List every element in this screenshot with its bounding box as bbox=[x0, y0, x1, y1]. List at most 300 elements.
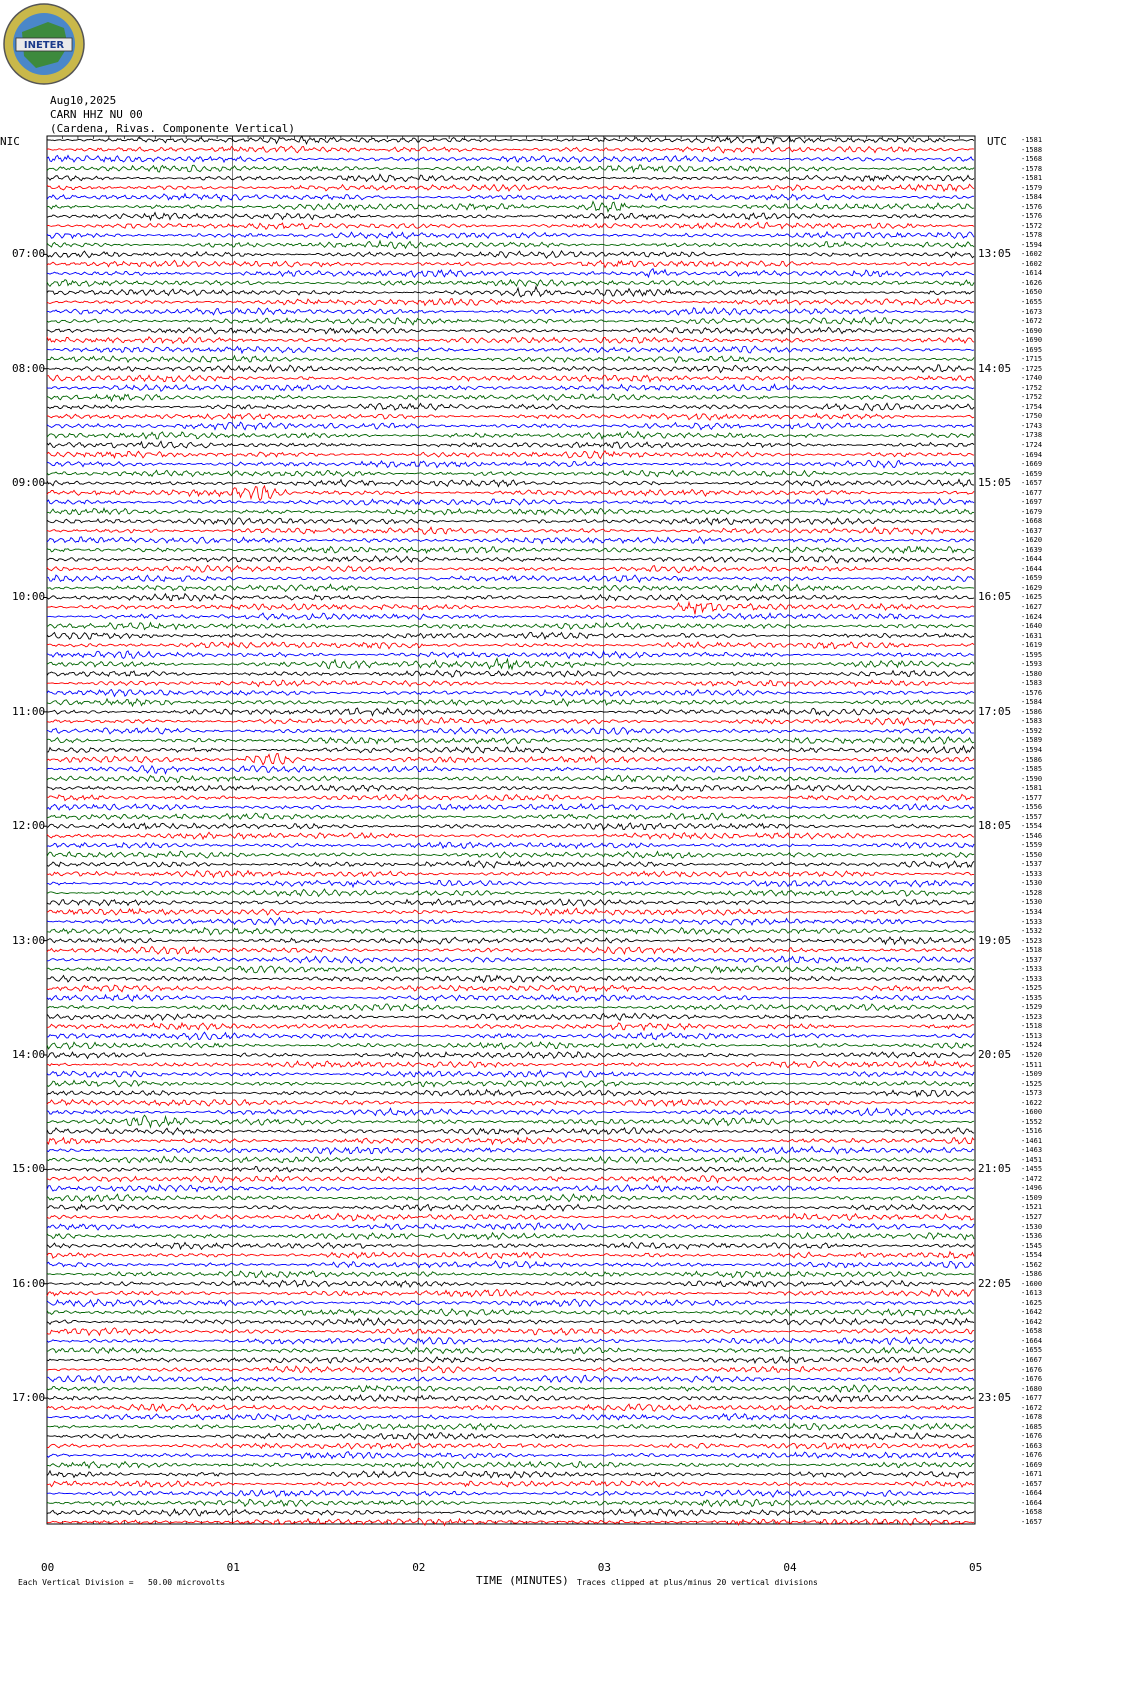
trace-offset-label: -1532 bbox=[1021, 927, 1043, 936]
trace-offset-label: -1657 bbox=[1021, 479, 1043, 488]
trace-offset-label: -1451 bbox=[1021, 1155, 1043, 1164]
trace-offset-label: -1536 bbox=[1021, 1232, 1043, 1241]
x-tick-label: 03 bbox=[597, 1561, 612, 1574]
trace-line bbox=[47, 346, 974, 353]
trace-offset-label: -1697 bbox=[1021, 498, 1043, 507]
right-hour-label: 15:05 bbox=[978, 476, 1012, 490]
trace-line bbox=[47, 1271, 974, 1278]
left-hour-label: 11:00 bbox=[12, 704, 46, 718]
trace-offset-label: -1576 bbox=[1021, 202, 1043, 211]
trace-offset-label: -1685 bbox=[1021, 1422, 1043, 1431]
right-hour-label: 16:05 bbox=[978, 590, 1012, 604]
trace-line bbox=[47, 470, 974, 476]
trace-offset-label: -1556 bbox=[1021, 803, 1043, 812]
trace-offset-label: -1586 bbox=[1021, 707, 1043, 716]
trace-offset-label: -1550 bbox=[1021, 850, 1043, 859]
trace-offset-label: -1694 bbox=[1021, 450, 1043, 459]
trace-offset-label: -1463 bbox=[1021, 1146, 1043, 1155]
trace-line bbox=[47, 146, 974, 153]
trace-offset-label: -1527 bbox=[1021, 1213, 1043, 1221]
scale-note: Each Vertical Division = 50.00 microvolts bbox=[18, 1578, 226, 1587]
right-hour-label: 14:05 bbox=[978, 361, 1012, 375]
trace-line bbox=[47, 1032, 974, 1040]
trace-line bbox=[47, 947, 974, 955]
trace-offset-label: -1513 bbox=[1021, 1031, 1043, 1040]
trace-offset-label: -1581 bbox=[1021, 784, 1043, 793]
trace-line bbox=[47, 384, 974, 391]
trace-line bbox=[47, 1385, 974, 1392]
trace-offset-label: -1740 bbox=[1021, 374, 1043, 383]
trace-line bbox=[47, 794, 974, 800]
right-hour-label: 17:05 bbox=[978, 704, 1012, 718]
trace-offset-label: -1588 bbox=[1021, 145, 1043, 154]
trace-line bbox=[47, 966, 974, 973]
trace-offset-label: -1664 bbox=[1021, 1336, 1043, 1345]
trace-offset-label: -1752 bbox=[1021, 383, 1043, 392]
x-tick-label: 05 bbox=[969, 1561, 983, 1574]
trace-offset-label: -1576 bbox=[1021, 212, 1043, 221]
trace-line bbox=[47, 1156, 974, 1163]
trace-line bbox=[47, 1404, 974, 1411]
trace-offset-label: -1673 bbox=[1021, 307, 1043, 316]
trace-offset-label: -1530 bbox=[1021, 879, 1043, 888]
trace-line bbox=[47, 1509, 974, 1516]
trace-line bbox=[47, 394, 974, 401]
date-label: Aug10,2025 bbox=[50, 94, 117, 107]
trace-offset-label: -1672 bbox=[1021, 317, 1043, 326]
trace-offset-label: -1602 bbox=[1021, 259, 1043, 268]
trace-line bbox=[47, 851, 974, 858]
left-hour-label: 07:00 bbox=[12, 247, 46, 261]
trace-line bbox=[47, 1185, 974, 1192]
trace-offset-label: -1537 bbox=[1021, 860, 1043, 869]
right-hour-label: 20:05 bbox=[978, 1047, 1012, 1061]
trace-line bbox=[47, 658, 974, 669]
trace-line bbox=[47, 337, 974, 344]
trace-offset-label: -1715 bbox=[1021, 355, 1043, 364]
trace-line bbox=[47, 1471, 974, 1478]
trace-line bbox=[47, 1099, 974, 1106]
trace-offset-label: -1750 bbox=[1021, 412, 1043, 421]
trace-offset-label: -1644 bbox=[1021, 555, 1043, 564]
trace-line bbox=[47, 1242, 974, 1249]
trace-offset-label: -1584 bbox=[1021, 193, 1043, 202]
trace-offset-label: -1631 bbox=[1021, 631, 1043, 640]
location-label: (Cardena, Rivas. Componente Vertical) bbox=[50, 122, 296, 135]
trace-offset-label: -1518 bbox=[1021, 946, 1043, 955]
trace-line bbox=[47, 1433, 974, 1440]
trace-line bbox=[47, 832, 974, 839]
trace-offset-label: -1677 bbox=[1021, 1394, 1043, 1403]
trace-offset-label: -1676 bbox=[1021, 1375, 1043, 1384]
trace-line bbox=[47, 1499, 974, 1506]
trace-line bbox=[47, 613, 974, 620]
trace-offset-label: -1533 bbox=[1021, 917, 1043, 926]
trace-line bbox=[47, 194, 974, 201]
trace-offset-label: -1669 bbox=[1021, 1460, 1043, 1469]
left-timezone-label: NIC bbox=[0, 135, 20, 148]
trace-offset-label: -1650 bbox=[1021, 288, 1043, 297]
trace-offset-label: -1669 bbox=[1021, 460, 1043, 469]
trace-offset-label: -1680 bbox=[1021, 1384, 1043, 1393]
trace-offset-label: -1579 bbox=[1021, 183, 1043, 192]
trace-line bbox=[47, 632, 974, 639]
trace-offset-label: -1516 bbox=[1021, 1127, 1043, 1136]
trace-offset-label: -1614 bbox=[1021, 269, 1043, 278]
trace-offset-label: -1754 bbox=[1021, 402, 1043, 411]
x-tick-label: 01 bbox=[226, 1561, 240, 1574]
trace-line bbox=[47, 174, 974, 182]
trace-offset-label: -1534 bbox=[1021, 908, 1043, 916]
trace-line bbox=[47, 1052, 974, 1059]
trace-line bbox=[47, 1395, 974, 1402]
trace-line bbox=[47, 241, 974, 249]
trace-offset-label: -1672 bbox=[1021, 1403, 1043, 1412]
trace-offset-label: -1525 bbox=[1021, 984, 1043, 993]
trace-offset-label: -1676 bbox=[1021, 1432, 1043, 1441]
trace-offset-label: -1595 bbox=[1021, 650, 1043, 659]
right-hour-label: 19:05 bbox=[978, 933, 1012, 947]
trace-offset-label: -1578 bbox=[1021, 164, 1043, 173]
trace-offset-label: -1573 bbox=[1021, 1089, 1043, 1098]
trace-line bbox=[47, 708, 974, 716]
trace-offset-label: -1743 bbox=[1021, 421, 1043, 430]
trace-offset-label: -1537 bbox=[1021, 955, 1043, 964]
trace-offset-label: -1664 bbox=[1021, 1498, 1043, 1507]
trace-offset-label: -1511 bbox=[1021, 1060, 1043, 1069]
trace-offset-label: -1667 bbox=[1021, 1355, 1043, 1364]
trace-line bbox=[47, 184, 974, 191]
trace-line bbox=[47, 995, 974, 1001]
trace-offset-label: -1585 bbox=[1021, 765, 1043, 774]
trace-line bbox=[47, 508, 974, 515]
trace-offset-label: -1640 bbox=[1021, 622, 1043, 631]
trace-line bbox=[47, 775, 974, 782]
trace-line bbox=[47, 299, 974, 306]
trace-line bbox=[47, 575, 974, 582]
trace-line bbox=[47, 1061, 974, 1068]
trace-offset-label: -1557 bbox=[1021, 812, 1043, 821]
left-hour-label: 09:00 bbox=[12, 476, 46, 490]
trace-offset-label: -1663 bbox=[1021, 1441, 1043, 1450]
trace-offset-label: -1554 bbox=[1021, 1251, 1043, 1260]
trace-line bbox=[47, 813, 974, 820]
trace-line bbox=[47, 1443, 974, 1449]
trace-offset-label: -1602 bbox=[1021, 250, 1043, 259]
trace-offset-label: -1668 bbox=[1021, 517, 1043, 526]
trace-offset-label: -1568 bbox=[1021, 155, 1043, 164]
trace-line bbox=[47, 1299, 974, 1306]
trace-offset-label: -1529 bbox=[1021, 1003, 1043, 1012]
trace-line bbox=[47, 232, 974, 239]
trace-offset-label: -1738 bbox=[1021, 431, 1043, 440]
left-hour-label: 17:00 bbox=[12, 1391, 46, 1405]
trace-offset-label: -1546 bbox=[1021, 831, 1043, 840]
trace-line bbox=[47, 327, 974, 334]
trace-offset-label: -1657 bbox=[1021, 1479, 1043, 1488]
trace-offset-label: -1690 bbox=[1021, 326, 1043, 335]
trace-offset-label: -1629 bbox=[1021, 583, 1043, 592]
trace-line bbox=[47, 213, 974, 220]
trace-offset-label: -1677 bbox=[1021, 488, 1043, 497]
trace-offset-label: -1545 bbox=[1021, 1241, 1043, 1250]
trace-line bbox=[47, 908, 974, 915]
plot-frame bbox=[47, 136, 975, 1524]
trace-offset-label: -1520 bbox=[1021, 1050, 1043, 1059]
right-hour-label: 18:05 bbox=[978, 819, 1012, 833]
trace-line bbox=[47, 785, 974, 791]
trace-line bbox=[47, 699, 974, 706]
trace-line bbox=[47, 156, 974, 163]
trace-offset-label: -1671 bbox=[1021, 1470, 1043, 1479]
trace-offset-label: -1625 bbox=[1021, 1298, 1043, 1307]
logo-text: INETER bbox=[23, 40, 65, 51]
trace-offset-label: -1642 bbox=[1021, 1308, 1043, 1317]
trace-offset-label: -1642 bbox=[1021, 1317, 1043, 1326]
trace-offset-label: -1530 bbox=[1021, 1222, 1043, 1231]
trace-line bbox=[47, 1128, 974, 1135]
trace-line bbox=[47, 499, 974, 505]
trace-line bbox=[47, 1414, 974, 1421]
trace-line bbox=[47, 871, 974, 878]
trace-offset-label: -1622 bbox=[1021, 1098, 1043, 1107]
trace-offset-label: -1752 bbox=[1021, 393, 1043, 402]
trace-offset-label: -1530 bbox=[1021, 898, 1043, 907]
trace-line bbox=[47, 754, 974, 765]
trace-line bbox=[47, 1328, 974, 1335]
x-tick-label: 04 bbox=[783, 1561, 797, 1574]
trace-offset-label: -1659 bbox=[1021, 574, 1043, 583]
trace-line bbox=[47, 565, 974, 572]
trace-offset-label: -1523 bbox=[1021, 936, 1043, 945]
trace-line bbox=[47, 1289, 974, 1296]
trace-offset-label: -1559 bbox=[1021, 841, 1043, 850]
left-hour-label: 08:00 bbox=[12, 361, 46, 375]
trace-line bbox=[47, 1108, 974, 1115]
left-hour-label: 16:00 bbox=[12, 1276, 46, 1290]
trace-line bbox=[47, 165, 974, 172]
trace-offset-label: -1664 bbox=[1021, 1489, 1043, 1498]
trace-line bbox=[47, 1347, 974, 1354]
trace-offset-label: -1725 bbox=[1021, 364, 1043, 373]
trace-line bbox=[47, 985, 974, 992]
trace-offset-label: -1589 bbox=[1021, 736, 1043, 745]
trace-offset-label: -1690 bbox=[1021, 336, 1043, 345]
trace-offset-label: -1472 bbox=[1021, 1174, 1043, 1183]
trace-offset-label: -1655 bbox=[1021, 1346, 1043, 1355]
trace-line bbox=[47, 804, 974, 810]
left-hour-label: 15:00 bbox=[12, 1162, 46, 1176]
trace-offset-label: -1525 bbox=[1021, 1079, 1043, 1088]
trace-offset-label: -1584 bbox=[1021, 698, 1043, 707]
right-timezone-label: UTC bbox=[987, 135, 1007, 148]
trace-line bbox=[47, 1004, 974, 1011]
trace-offset-label: -1644 bbox=[1021, 564, 1043, 573]
trace-line bbox=[47, 1423, 974, 1430]
trace-offset-label: -1496 bbox=[1021, 1184, 1043, 1193]
trace-line bbox=[47, 918, 974, 926]
trace-line bbox=[47, 1080, 974, 1087]
left-hour-label: 13:00 bbox=[12, 933, 46, 947]
trace-offset-label: -1581 bbox=[1021, 136, 1043, 144]
trace-line bbox=[47, 537, 974, 544]
trace-offset-label: -1581 bbox=[1021, 174, 1043, 183]
trace-line bbox=[47, 432, 974, 439]
trace-offset-label: -1578 bbox=[1021, 231, 1043, 240]
trace-offset-label: -1657 bbox=[1021, 1518, 1043, 1526]
trace-offset-label: -1521 bbox=[1021, 1203, 1043, 1212]
trace-line bbox=[47, 269, 974, 278]
trace-line bbox=[47, 1366, 974, 1373]
trace-line bbox=[47, 766, 974, 774]
trace-line bbox=[47, 1204, 974, 1211]
trace-offset-label: -1580 bbox=[1021, 669, 1043, 678]
trace-offset-label: -1613 bbox=[1021, 1289, 1043, 1298]
trace-offset-label: -1658 bbox=[1021, 1327, 1043, 1336]
trace-offset-label: -1576 bbox=[1021, 688, 1043, 697]
trace-offset-label: -1533 bbox=[1021, 965, 1043, 974]
trace-line bbox=[47, 1357, 974, 1363]
trace-offset-label: -1639 bbox=[1021, 545, 1043, 554]
trace-line bbox=[47, 1071, 974, 1078]
trace-line bbox=[47, 1147, 974, 1155]
trace-offset-label: -1533 bbox=[1021, 869, 1043, 878]
trace-line bbox=[47, 1318, 974, 1325]
trace-line bbox=[47, 556, 974, 563]
trace-line bbox=[47, 623, 974, 630]
trace-line bbox=[47, 251, 974, 258]
trace-line bbox=[47, 976, 974, 983]
trace-line bbox=[47, 518, 974, 525]
trace-line bbox=[47, 889, 974, 896]
trace-line bbox=[47, 317, 974, 324]
trace-line bbox=[47, 956, 974, 963]
trace-offset-label: -1523 bbox=[1021, 1012, 1043, 1021]
trace-line bbox=[47, 547, 974, 553]
trace-offset-label: -1590 bbox=[1021, 774, 1043, 783]
trace-line bbox=[47, 1481, 974, 1487]
trace-line bbox=[47, 1213, 974, 1220]
left-hour-label: 14:00 bbox=[12, 1047, 46, 1061]
trace-line bbox=[47, 899, 974, 906]
trace-line bbox=[47, 1115, 974, 1127]
trace-line bbox=[47, 937, 974, 944]
trace-line bbox=[47, 1462, 974, 1469]
trace-offset-label: -1620 bbox=[1021, 536, 1043, 545]
trace-offset-label: -1724 bbox=[1021, 440, 1043, 449]
trace-line bbox=[47, 308, 974, 315]
trace-line bbox=[47, 260, 974, 267]
trace-offset-label: -1676 bbox=[1021, 1451, 1043, 1460]
trace-line bbox=[47, 746, 974, 753]
trace-line bbox=[47, 1490, 974, 1497]
trace-line bbox=[47, 422, 974, 430]
trace-offset-label: -1695 bbox=[1021, 345, 1043, 354]
trace-line bbox=[47, 642, 974, 649]
trace-line bbox=[47, 365, 974, 373]
trace-offset-label: -1600 bbox=[1021, 1279, 1043, 1288]
trace-offset-label: -1619 bbox=[1021, 641, 1043, 650]
trace-line bbox=[47, 1452, 974, 1459]
clip-note: Traces clipped at plus/minus 20 vertical divisions bbox=[577, 1578, 818, 1587]
trace-line bbox=[47, 375, 974, 382]
station-label: CARN HHZ NU 00 bbox=[50, 108, 143, 121]
trace-offset-label: -1586 bbox=[1021, 755, 1043, 764]
trace-offset-label: -1626 bbox=[1021, 278, 1043, 287]
trace-offset-label: -1586 bbox=[1021, 1270, 1043, 1279]
trace-line bbox=[47, 1042, 974, 1049]
trace-line bbox=[47, 1375, 974, 1383]
trace-offset-label: -1593 bbox=[1021, 660, 1043, 669]
trace-line bbox=[47, 928, 974, 935]
trace-offset-label: -1600 bbox=[1021, 1108, 1043, 1117]
trace-offset-label: -1562 bbox=[1021, 1260, 1043, 1269]
trace-line bbox=[47, 1090, 974, 1097]
trace-offset-label: -1624 bbox=[1021, 612, 1043, 621]
trace-line bbox=[47, 280, 974, 287]
trace-offset-label: -1625 bbox=[1021, 593, 1043, 602]
trace-offset-label: -1461 bbox=[1021, 1136, 1043, 1145]
trace-offset-label: -1592 bbox=[1021, 726, 1043, 735]
trace-line bbox=[47, 527, 974, 534]
trace-line bbox=[47, 823, 974, 830]
trace-offset-label: -1583 bbox=[1021, 717, 1043, 726]
trace-offset-label: -1552 bbox=[1021, 1117, 1043, 1126]
trace-offset-label: -1676 bbox=[1021, 1365, 1043, 1374]
trace-line bbox=[47, 1261, 974, 1268]
right-hour-label: 23:05 bbox=[978, 1391, 1012, 1405]
trace-line bbox=[47, 441, 974, 448]
trace-line bbox=[47, 1194, 974, 1202]
trace-line bbox=[47, 202, 974, 212]
trace-line bbox=[47, 594, 974, 602]
trace-line bbox=[47, 602, 974, 614]
trace-offset-label: -1594 bbox=[1021, 745, 1043, 754]
trace-line bbox=[47, 1280, 974, 1287]
trace-line bbox=[47, 1013, 974, 1020]
trace-offset-label: -1594 bbox=[1021, 240, 1043, 249]
trace-offset-label: -1572 bbox=[1021, 221, 1043, 230]
trace-line bbox=[47, 861, 974, 868]
trace-offset-label: -1627 bbox=[1021, 603, 1043, 612]
trace-line bbox=[47, 460, 974, 467]
right-hour-label: 13:05 bbox=[978, 247, 1012, 261]
trace-offset-label: -1679 bbox=[1021, 507, 1043, 516]
trace-line bbox=[47, 728, 974, 735]
trace-line bbox=[47, 414, 974, 421]
trace-line bbox=[47, 403, 974, 410]
trace-line bbox=[47, 486, 974, 501]
trace-line bbox=[47, 1223, 974, 1230]
trace-line bbox=[47, 718, 974, 726]
x-tick-label: 00 bbox=[41, 1561, 55, 1574]
trace-line bbox=[47, 1252, 974, 1259]
trace-line bbox=[47, 680, 974, 686]
trace-offset-label: -1637 bbox=[1021, 526, 1043, 535]
trace-offset-label: -1678 bbox=[1021, 1413, 1043, 1422]
trace-line bbox=[47, 1023, 974, 1030]
trace-offset-label: -1577 bbox=[1021, 793, 1043, 802]
right-hour-label: 21:05 bbox=[978, 1162, 1012, 1176]
trace-offset-label: -1535 bbox=[1021, 993, 1043, 1002]
trace-line bbox=[47, 584, 974, 591]
trace-offset-label: -1659 bbox=[1021, 469, 1043, 478]
trace-line bbox=[47, 1309, 974, 1316]
trace-offset-label: -1455 bbox=[1021, 1165, 1043, 1174]
trace-line bbox=[47, 1337, 974, 1344]
right-hour-label: 22:05 bbox=[978, 1276, 1012, 1290]
trace-offset-label: -1509 bbox=[1021, 1070, 1043, 1079]
